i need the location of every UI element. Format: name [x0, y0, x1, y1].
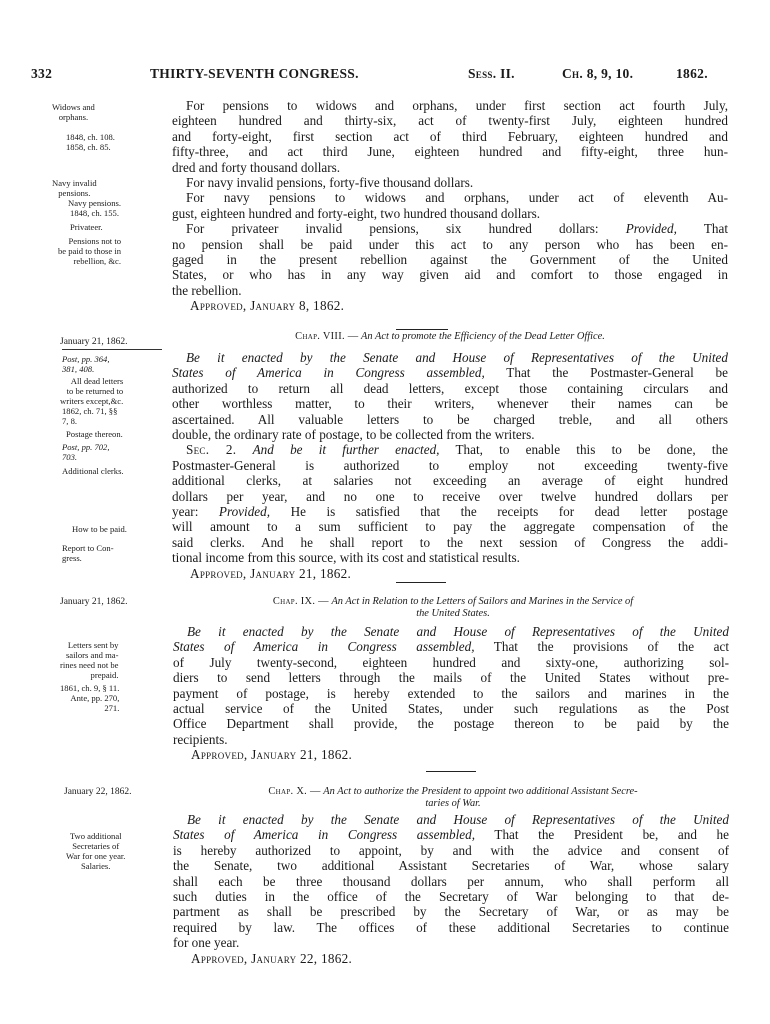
margin-note: Additional clerks. [62, 466, 124, 476]
section-divider [396, 582, 446, 583]
text-line: ascertained. All valuable letters to be charged treble, and all others [172, 411, 728, 427]
text-segment: That the provisions of the act [493, 639, 729, 655]
chapter-heading [172, 331, 728, 343]
text-line: such duties in the office of the Secretary of War belonging to that de- [173, 889, 729, 905]
pensions-block [172, 98, 728, 314]
margin-date-rule [62, 349, 162, 350]
margin-note: Post, pp. 702, 703. [62, 442, 110, 462]
enacting-clause: States of America in Congress assembled, [173, 639, 475, 655]
text-line: will amount to a sum sufficient to pay the aggregate compensation of the [172, 519, 728, 535]
chapter-heading [173, 786, 733, 810]
margin-date: January 22, 1862. [64, 787, 132, 797]
text-line [172, 504, 728, 519]
approval-line: Approved, January 8, 1862. [190, 298, 345, 314]
enacting-clause: Be it enacted by the Senate and House of Representatives of the United [187, 812, 729, 827]
text-line: payment of postage, is hereby extended to the sailors and marines in the [173, 685, 729, 701]
enacting-clause: Be it enacted by the Senate and House of Representatives of the United [186, 350, 728, 365]
section-label: Sec. 2. [186, 442, 237, 458]
text-segment: That the Postmaster-General be [506, 365, 729, 381]
text-line: tional income from this source, with its cost and statistical results. [172, 550, 520, 566]
chapter-label: Chap. VIII. — [295, 331, 359, 342]
text-line: the rebellion. [172, 282, 242, 298]
chapter-10-body [173, 812, 729, 966]
text-line: shall each be three thousand dollars per annum, who shall perform all [173, 873, 729, 889]
section-divider [396, 329, 448, 330]
chapter-9-body [173, 624, 729, 763]
text-line: of July twenty-second, eighteen hundred and sixty-one, authorizing sol- [173, 654, 729, 670]
enacting-clause: States of America in Congress assembled, [173, 827, 476, 843]
text-line: is hereby authorized to appoint, by and with the advice and consent of [173, 842, 729, 858]
text-segment: year: [172, 504, 199, 520]
chapter-title: taries of War. [425, 798, 481, 809]
text-segment: He is satisfied that the receipts for dead letter postage [290, 504, 729, 520]
chapter-title: An Act to authorize the President to appoint two additional Assistant Secre- [323, 786, 638, 797]
text-line: For navy invalid pensions, forty-five thousand dollars. [186, 175, 474, 191]
margin-note: 1862, ch. 71, §§ 7, 8. [62, 406, 118, 426]
margin-note: Two additional Secretaries of War for one year. Salaries. [66, 831, 126, 871]
margin-note: Pensions not to be paid to those in rebellion, &c. [58, 236, 122, 266]
text-line: recipients. [173, 731, 228, 747]
text-line: Postmaster-General is authorized to employ not exceeding twenty-five [172, 457, 728, 473]
text-line: double, the ordinary rate of postage, to be collected from the writers. [172, 427, 535, 443]
chapter-label: Chap. X. — [268, 786, 321, 797]
text-segment: That, to enable this to be done, the [455, 442, 729, 458]
margin-note: 1861, ch. 9, § 11. Ante, pp. 270, 271. [60, 683, 120, 713]
chapter-8-body [172, 350, 728, 581]
enacting-clause: Be it enacted by the Senate and House of Representatives of the United [187, 624, 729, 639]
text-line: actual service of the United States, under such regulations as the Post [173, 701, 729, 717]
text-line: fifty-three, and act third June, eighteen hundred and fifty-eight, three hun- [172, 144, 728, 160]
text-line: For pensions to widows and orphans, under first section act fourth July, [186, 98, 728, 113]
enacting-clause: States of America in Congress assembled, [172, 365, 485, 381]
proviso-italic: Provided, [218, 504, 271, 520]
text-line: Office Department shall provide, the postage thereon to be paid by the [173, 716, 729, 732]
text-line: for one year. [173, 935, 240, 951]
approval-line: Approved, January 21, 1862. [190, 565, 352, 581]
text-line: diers to send letters through the mails of the United States without pre- [173, 670, 729, 686]
margin-note: 1848, ch. 108. 1858, ch. 85. [66, 132, 115, 152]
margin-note: Report to Con- gress. [62, 543, 114, 563]
text-line: the Senate, two additional Assistant Secretaries of War, whose salary [173, 858, 729, 874]
chapter-title: the United States. [416, 608, 490, 619]
text-segment: For privateer invalid pensions, six hundred dollars: [186, 221, 599, 237]
text-line: For navy pensions to widows and orphans, under act of eleventh Au- [186, 190, 728, 206]
session-label: Sess. II. [468, 66, 515, 81]
text-line: authorized to return all dead letters, except those containing circulars and [172, 380, 728, 396]
margin-note: Navy pensions. 1848, ch. 155. [68, 198, 121, 218]
margin-note: Navy invalid pensions. [52, 178, 97, 198]
chapter-title: An Act to promote the Efficiency of the Dead Letter Office. [361, 331, 605, 342]
text-line: said clerks. And he shall report to the next session of Congress the addi- [172, 534, 728, 550]
text-line [172, 365, 728, 380]
text-line: and forty-eight, first section act of third February, eighteen hundred and [172, 128, 728, 144]
text-line: States, or who has in any way given aid and comfort to those engaged in [172, 267, 728, 283]
margin-note: How to be paid. [72, 524, 127, 534]
chapter-title: An Act in Relation to the Letters of Sailors and Marines in the Service of [331, 596, 634, 607]
enacting-clause: And be it further enacted, [252, 442, 440, 458]
chapter-label: Chap. IX. — [272, 596, 329, 607]
page-title: THIRTY-SEVENTH CONGRESS. [150, 66, 359, 81]
text-line: gaged in the present rebellion against the Government of the United [172, 252, 728, 268]
text-line: no pension shall be paid under this act to any person who has been en- [172, 236, 728, 252]
chapter-heading [173, 596, 733, 620]
margin-note: Letters sent by sailors and ma- rines need not be prepaid. [60, 640, 119, 680]
text-line [172, 442, 728, 457]
text-line: required by law. The offices of these additional Secretaries to continue [173, 919, 729, 935]
approval-line: Approved, January 22, 1862. [191, 950, 353, 966]
text-line: partment as shall be prescribed by the Secretary of War, or as may be [173, 904, 729, 920]
margin-date: January 21, 1862. [60, 337, 128, 347]
approval-line: Approved, January 21, 1862. [191, 747, 353, 763]
text-line: gust, eighteen hundred and forty-eight, two hundred thousand dollars. [172, 205, 541, 221]
text-line: other worthless matter, to their writers, whenever their names can be [172, 396, 728, 412]
margin-note: Widows and orphans. [52, 102, 95, 122]
proviso-italic: Provided, [625, 221, 677, 237]
margin-note: Postage thereon. [66, 429, 123, 439]
text-line: dred and forty thousand dollars. [172, 159, 341, 175]
header-year: 1862. [676, 66, 708, 81]
margin-date: January 21, 1862. [60, 597, 128, 607]
margin-note: Post, pp. 364, 381, 408. [62, 354, 110, 374]
section-divider [426, 771, 476, 772]
margin-note: All dead letters to be returned to writers except,&c. [60, 376, 124, 406]
text-line [173, 639, 729, 654]
text-line: eighteen hundred and thirty-six, act of twenty-first July, eighteen hundred [172, 113, 728, 129]
text-line: dollars per year, and no one to receive over twelve hundred dollars per [172, 488, 728, 504]
text-segment: That [703, 221, 728, 237]
margin-note: Privateer. [70, 222, 103, 232]
text-line [173, 827, 729, 842]
chapter-range: Ch. 8, 9, 10. [562, 66, 634, 81]
text-segment: That the President be, and he [494, 827, 729, 843]
text-line: additional clerks, at salaries not exceeding an average of eight hundred [172, 473, 728, 489]
page-number: 332 [31, 66, 53, 81]
text-line [172, 221, 728, 236]
